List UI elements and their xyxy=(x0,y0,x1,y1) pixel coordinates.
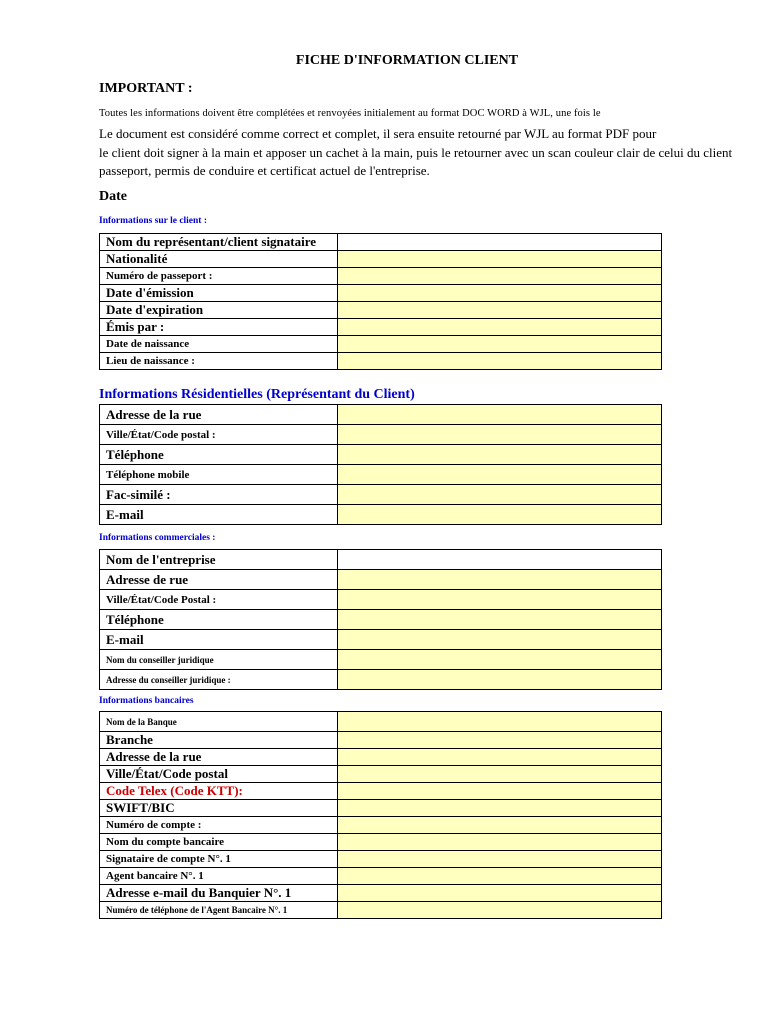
field-input[interactable] xyxy=(338,550,662,570)
field-label: Nom de l'entreprise xyxy=(100,550,338,570)
field-input[interactable] xyxy=(338,712,662,732)
field-input[interactable] xyxy=(338,610,662,630)
table-row xyxy=(100,800,662,817)
table-row xyxy=(100,630,662,650)
field-label: Date d'expiration xyxy=(100,302,338,319)
table-row xyxy=(100,885,662,902)
important-heading: IMPORTANT : xyxy=(99,81,193,96)
field-label: Date de naissance xyxy=(100,336,338,353)
field-input[interactable] xyxy=(338,590,662,610)
table-row xyxy=(100,783,662,800)
field-label: Adresse du conseiller juridique : xyxy=(100,670,338,690)
field-label: Ville/État/Code postal xyxy=(100,766,338,783)
table-row xyxy=(100,868,662,885)
client-info-table xyxy=(99,233,662,370)
table-row xyxy=(100,485,662,505)
field-label: Fac-similé : xyxy=(100,485,338,505)
field-label: Branche xyxy=(100,732,338,749)
table-row xyxy=(100,353,662,370)
field-label: Adresse e-mail du Banquier N°. 1 xyxy=(100,885,338,902)
field-label: Adresse de la rue xyxy=(100,405,338,425)
table-row xyxy=(100,336,662,353)
section-heading-residential: Informations Résidentielles (Représentant du Client) xyxy=(99,387,415,402)
table-row xyxy=(100,505,662,525)
field-input[interactable] xyxy=(338,465,662,485)
field-input[interactable] xyxy=(338,445,662,465)
field-label: Ville/État/Code Postal : xyxy=(100,590,338,610)
page-title: FICHE D'INFORMATION CLIENT xyxy=(295,53,519,68)
field-label: Numéro de compte : xyxy=(100,817,338,834)
field-input[interactable] xyxy=(338,817,662,834)
table-row xyxy=(100,285,662,302)
field-input[interactable] xyxy=(338,251,662,268)
table-row xyxy=(100,550,662,570)
field-label: Date d'émission xyxy=(100,285,338,302)
field-input[interactable] xyxy=(338,885,662,902)
field-input[interactable] xyxy=(338,650,662,670)
field-label: E-mail xyxy=(100,630,338,650)
intro-line-2: Le document est considéré comme correct et complet, il sera ensuite retourné par WJL au format PDF pour xyxy=(99,126,657,141)
table-row xyxy=(100,465,662,485)
field-input[interactable] xyxy=(338,902,662,919)
table-row xyxy=(100,405,662,425)
field-input[interactable] xyxy=(338,570,662,590)
field-input[interactable] xyxy=(338,800,662,817)
table-row xyxy=(100,302,662,319)
field-label: Adresse de rue xyxy=(100,570,338,590)
field-label: Adresse de la rue xyxy=(100,749,338,766)
field-input[interactable] xyxy=(338,336,662,353)
intro-line-1: Toutes les informations doivent être complétées et renvoyées initialement au format DOC WORD à WJL, une fois le xyxy=(99,108,601,119)
table-row xyxy=(100,749,662,766)
commercial-info-table xyxy=(99,549,662,690)
field-input[interactable] xyxy=(338,851,662,868)
residential-info-table xyxy=(99,404,662,525)
field-input[interactable] xyxy=(338,425,662,445)
table-row xyxy=(100,268,662,285)
field-label: Nom de la Banque xyxy=(100,712,338,732)
table-row xyxy=(100,650,662,670)
table-row xyxy=(100,712,662,732)
table-row xyxy=(100,319,662,336)
date-label: Date xyxy=(99,189,127,204)
field-input[interactable] xyxy=(338,505,662,525)
field-input[interactable] xyxy=(338,670,662,690)
intro-line-4: passeport, permis de conduire et certificat actuel de l'entreprise. xyxy=(99,163,430,178)
field-input[interactable] xyxy=(338,783,662,800)
field-input[interactable] xyxy=(338,834,662,851)
table-row xyxy=(100,732,662,749)
table-row xyxy=(100,670,662,690)
field-label: Ville/État/Code postal : xyxy=(100,425,338,445)
field-label: Agent bancaire N°. 1 xyxy=(100,868,338,885)
field-label: Nationalité xyxy=(100,251,338,268)
field-label: Numéro de passeport : xyxy=(100,268,338,285)
field-input[interactable] xyxy=(338,868,662,885)
field-label: Lieu de naissance : xyxy=(100,353,338,370)
field-label: Téléphone mobile xyxy=(100,465,338,485)
field-label: E-mail xyxy=(100,505,338,525)
field-label: Nom du représentant/client signataire xyxy=(100,234,338,251)
field-label: Code Telex (Code KTT): xyxy=(100,783,338,800)
field-label: SWIFT/BIC xyxy=(100,800,338,817)
field-input[interactable] xyxy=(338,319,662,336)
field-label: Numéro de téléphone de l'Agent Bancaire N°. 1 xyxy=(100,902,338,919)
field-input[interactable] xyxy=(338,485,662,505)
table-row xyxy=(100,251,662,268)
field-input[interactable] xyxy=(338,353,662,370)
field-input[interactable] xyxy=(338,766,662,783)
table-row xyxy=(100,590,662,610)
table-row xyxy=(100,445,662,465)
section-heading-banking: Informations bancaires xyxy=(99,696,194,706)
table-row xyxy=(100,234,662,251)
table-row xyxy=(100,902,662,919)
field-input[interactable] xyxy=(338,630,662,650)
field-input[interactable] xyxy=(338,749,662,766)
table-row xyxy=(100,610,662,630)
field-input[interactable] xyxy=(338,268,662,285)
field-label: Émis par : xyxy=(100,319,338,336)
field-input[interactable] xyxy=(338,405,662,425)
field-label: Nom du conseiller juridique xyxy=(100,650,338,670)
field-label: Nom du compte bancaire xyxy=(100,834,338,851)
field-label: Signataire de compte N°. 1 xyxy=(100,851,338,868)
section-heading-commercial: Informations commerciales : xyxy=(99,533,216,543)
field-label: Téléphone xyxy=(100,610,338,630)
table-row xyxy=(100,817,662,834)
table-row xyxy=(100,570,662,590)
field-input[interactable] xyxy=(338,234,662,251)
field-input[interactable] xyxy=(338,302,662,319)
table-row xyxy=(100,425,662,445)
table-row xyxy=(100,851,662,868)
table-row xyxy=(100,834,662,851)
intro-line-3: le client doit signer à la main et apposer un cachet à la main, puis le retourner avec un scan couleur clair de celui du client xyxy=(99,145,733,160)
field-label: Téléphone xyxy=(100,445,338,465)
table-row xyxy=(100,766,662,783)
field-input[interactable] xyxy=(338,285,662,302)
section-heading-client: Informations sur le client : xyxy=(99,216,208,226)
banking-info-table xyxy=(99,711,662,919)
field-input[interactable] xyxy=(338,732,662,749)
